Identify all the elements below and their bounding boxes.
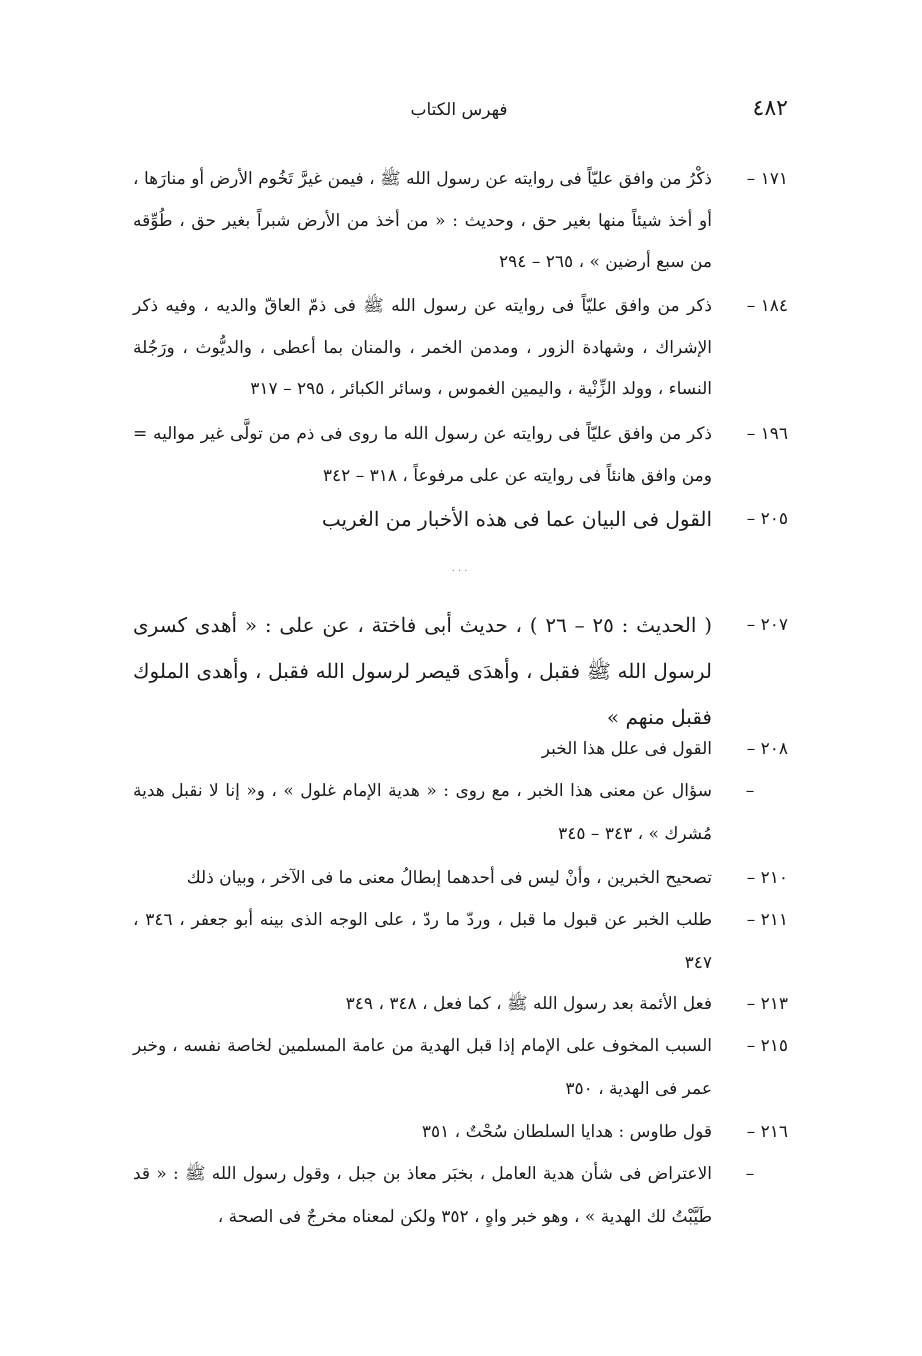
index-entry [133, 728, 788, 771]
entry-number: ٢١٠ – [746, 868, 788, 888]
entry-number: ١٨٤ – [746, 296, 788, 316]
entry-number: ٢١٥ – [746, 1036, 788, 1056]
entry-number: ٢٠٥ – [746, 509, 788, 529]
entry-text: السبب المخوف على الإمام إذا قبل الهدية من عامة المسلمين لخاصة نفسه ، وخبر عمر فى الهدية ، ٣٥٠ [133, 1036, 712, 1099]
index-entry [133, 1153, 788, 1239]
entry-number: ١٧١ – [746, 169, 788, 189]
index-entry [133, 602, 788, 740]
entry-text: القول فى علل هذا الخبر [541, 739, 712, 759]
index-entry [133, 1111, 788, 1154]
index-entry [133, 496, 788, 542]
entry-text: ذكر من وافق عليّاً فى روايته عن رسول الله ما روى فى ذم من تولَّى غير مواليه = ومن وافق هانئاً فى روايته عن على مرفوعاً ، ٣١٨ – ٣٤٢ [133, 424, 712, 486]
entry-text: قول طاوس : هدايا السلطان سُحْتٌ ، ٣٥١ [421, 1122, 712, 1142]
entry-number: – [745, 781, 755, 801]
index-entry [133, 983, 788, 1026]
index-entry [133, 159, 788, 284]
entry-number: – [745, 1164, 755, 1184]
page-header [130, 96, 788, 128]
entry-text: فعل الأئمة بعد رسول الله ﷺ ، كما فعل ، ٣٤٨ ، ٣٤٩ [345, 994, 712, 1014]
entry-text: تصحيح الخبرين ، وأنْ ليس فى أحدهما إبطالُ معنى ما فى الآخر ، وبيان ذلك [186, 868, 712, 888]
index-entry [133, 899, 788, 985]
running-title: فهرس الكتاب [410, 100, 508, 120]
entry-number: ٢١٦ – [746, 1122, 788, 1142]
index-entry [133, 286, 788, 411]
entry-number: ٢١٣ – [746, 994, 788, 1014]
page-number: ٤٨٢ [752, 96, 788, 121]
entry-text: طلب الخبر عن قبول ما قبل ، وردّ ما ردّ ، على الوجه الذى بينه أبو جعفر ، ٣٤٦ ، ٣٤٧ [133, 910, 713, 973]
section-separator: ··· [451, 566, 471, 577]
entry-text: سؤال عن معنى هذا الخبر ، مع روى : « هدية الإمام غلول » ، و« إنا لا نقبل هدية مُشرك » ، ٣٤٣ – ٣٤٥ [133, 781, 712, 844]
entry-text: ذكر من وافق عليّاً فى روايته عن رسول الله ﷺ فى ذمّ العاقّ والديه ، وفيه ذكر الإشراك ، وشهادة الزور ، ومدمن الخمر ، والمنان بما أعطى ، والديُّوث ، ورَجُلة النساء ، وولد الزِّنْية ، واليمين الغموس ، وسائر الكبائر ، ٢٩٥ – ٣١٧ [133, 296, 712, 399]
index-entry [133, 770, 788, 856]
entry-text: الاعتراض فى شأن هدية العامل ، بخبَر معاذ بن جبل ، وقول رسول الله ﷺ : « قد طَيَّبْتُ لك الهدية » ، وهو خبر واهٍ ، ٣٥٢ ولكن لمعناه مخرجٌ فى الصحة ، [133, 1164, 712, 1227]
index-entry [133, 414, 788, 497]
index-entry [133, 857, 788, 900]
entry-number: ١٩٦ – [746, 424, 788, 444]
entry-text: القول فى البيان عما فى هذه الأخبار من الغريب [321, 507, 712, 531]
entry-text: ( الحديث : ٢٥ – ٢٦ ) ، حديث أبى فاختة ، عن على : « أهدى كسرى لرسول الله ﷺ فقبل ، وأهدَى قيصر لرسول الله فقبل ، وأهدى الملوك فقبل منهم » [133, 613, 712, 729]
entry-number: ٢١١ – [746, 910, 788, 930]
entry-number: ٢٠٧ – [746, 615, 788, 635]
entry-number: ٢٠٨ – [746, 739, 788, 759]
index-entry [133, 1025, 788, 1111]
entry-text: ذكْرُ من وافق عليّاً فى روايته عن رسول الله ﷺ ، فيمن غيرَّ تَخُوم الأرض أو منارَها ، أو أخذ شيئاً منها بغير حق ، وحديث : « من أخذ من الأرض شبراً بغير حق ، طُوِّقه من سبع أرضين » ، ٢٦٥ – ٢٩٤ [133, 169, 712, 272]
